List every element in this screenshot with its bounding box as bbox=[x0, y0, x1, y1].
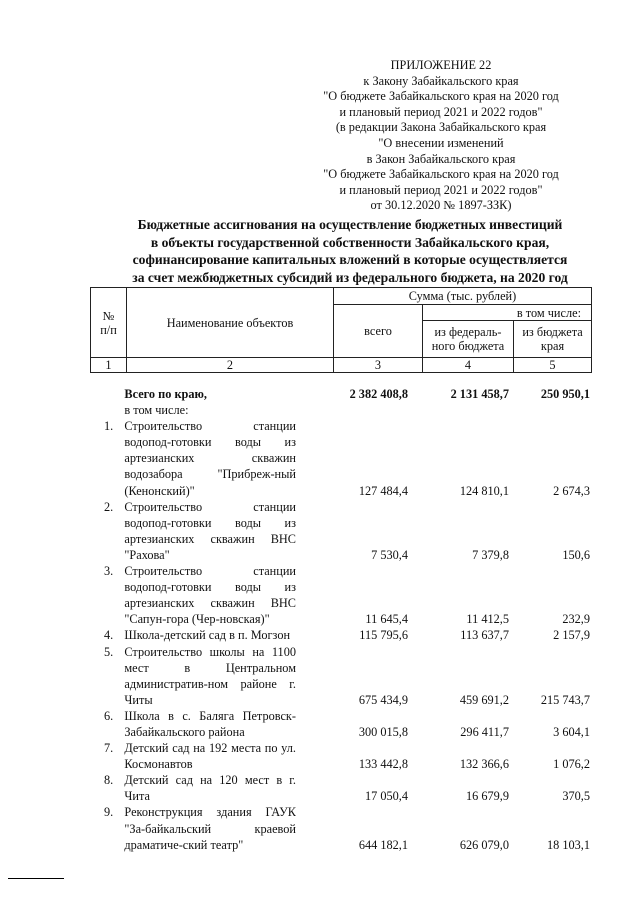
object-name: Школа-детский сад в п. Могзон bbox=[124, 628, 291, 643]
row-regional: 2 674,3 bbox=[553, 483, 590, 498]
object-name: Строительство школы на 1100 мест в Центральном административ-ном районе г. Читы bbox=[124, 644, 296, 707]
row-number: 7. bbox=[104, 741, 114, 756]
header-line: в Закон Забайкальского края bbox=[366, 151, 516, 166]
row-total: 7 530,4 bbox=[371, 547, 408, 562]
table-row bbox=[90, 627, 590, 643]
total-label: Всего по краю, bbox=[124, 387, 208, 401]
total-row bbox=[90, 386, 590, 418]
object-name: Строительство станции водопод-готовки воды из артезианских скважин ВНС "Сапун-гора (Чер-новская)" bbox=[124, 564, 296, 627]
header-line: от 30.12.2020 № 1897-ЗЗК) bbox=[370, 198, 512, 213]
row-number: 5. bbox=[104, 644, 114, 659]
row-regional: 150,6 bbox=[562, 547, 590, 562]
header-line: "О бюджете Забайкальского края на 2020 год bbox=[323, 89, 559, 104]
col-index: 4 bbox=[423, 358, 514, 373]
header-line: "О внесении изменений bbox=[378, 135, 504, 150]
object-name: Реконструкция здания ГАУК "За-байкальский краевой драматиче-ский театр" bbox=[124, 805, 296, 852]
footnote-line bbox=[8, 878, 64, 879]
table-row bbox=[90, 563, 590, 627]
header-line: и плановый период 2021 и 2022 годов" bbox=[339, 182, 543, 197]
row-total: 11 645,4 bbox=[365, 612, 408, 627]
row-total: 115 795,6 bbox=[359, 628, 408, 643]
header-line: (в редакции Закона Забайкальского края bbox=[335, 120, 547, 135]
row-total: 127 484,4 bbox=[358, 483, 408, 498]
object-name: Детский сад на 120 мест в г. Чита bbox=[124, 773, 296, 804]
header-line: ПРИЛОЖЕНИЕ 22 bbox=[390, 58, 492, 72]
row-total: 17 050,4 bbox=[364, 789, 408, 804]
object-name: Строительство станции водопод-готовки воды из артезианских скважин водозабора "Прибреж-ный (Кенонский)" bbox=[124, 419, 296, 498]
header-line: и плановый период 2021 и 2022 годов" bbox=[339, 104, 543, 119]
object-name: Школа в с. Баляга Петровск-Забайкальского района bbox=[124, 708, 296, 739]
row-federal: 7 379,8 bbox=[472, 547, 509, 562]
row-regional: 215 743,7 bbox=[540, 692, 590, 707]
row-federal: 113 637,7 bbox=[460, 628, 509, 643]
row-number: 8. bbox=[104, 773, 114, 788]
col-index: 2 bbox=[127, 358, 334, 373]
row-number: 1. bbox=[104, 419, 114, 434]
row-total: 300 015,8 bbox=[358, 724, 408, 739]
col-index: 1 bbox=[91, 358, 127, 373]
col-incl-header: в том числе: bbox=[423, 305, 592, 321]
table-row bbox=[90, 740, 590, 772]
row-total: 675 434,9 bbox=[358, 692, 408, 707]
table-row bbox=[90, 499, 590, 563]
row-federal: 124 810,1 bbox=[459, 483, 509, 498]
title-line: за счет межбюджетных субсидий из федерального бюджета, на 2020 год bbox=[132, 269, 568, 285]
row-number: 9. bbox=[104, 805, 114, 820]
col-index: 5 bbox=[514, 358, 592, 373]
row-federal: 132 366,6 bbox=[459, 757, 509, 772]
header-line: "О бюджете Забайкальского края на 2020 год bbox=[323, 167, 559, 182]
row-federal: 296 411,7 bbox=[460, 724, 509, 739]
title-line: в объекты государственной собственности Забайкальского края, bbox=[150, 234, 550, 250]
total-regional: 250 950,1 bbox=[540, 387, 590, 401]
row-federal: 626 079,0 bbox=[459, 837, 509, 852]
table-row bbox=[90, 644, 590, 708]
object-name: Строительство станции водопод-готовки воды из артезианских скважин ВНС "Рахова" bbox=[124, 499, 296, 562]
row-federal: 11 412,5 bbox=[466, 612, 509, 627]
col-num-header: № п/п bbox=[91, 288, 127, 358]
table-row bbox=[90, 772, 590, 804]
row-regional: 3 604,1 bbox=[553, 724, 590, 739]
row-number: 3. bbox=[104, 564, 114, 579]
document-title bbox=[84, 216, 616, 286]
row-total: 133 442,8 bbox=[358, 757, 408, 772]
row-federal: 459 691,2 bbox=[459, 692, 509, 707]
row-regional: 370,5 bbox=[562, 789, 590, 804]
header-line: к Закону Забайкальского края bbox=[363, 73, 519, 88]
row-regional: 18 103,1 bbox=[546, 837, 590, 852]
col-regional-header: из бюджета края bbox=[514, 321, 592, 358]
col-total-header: всего bbox=[334, 305, 423, 358]
col-federal-header: из федераль-ного бюджета bbox=[423, 321, 514, 358]
table-row bbox=[90, 708, 590, 740]
table-row bbox=[90, 804, 590, 852]
row-number: 6. bbox=[104, 708, 114, 723]
col-name-header: Наименование объектов bbox=[127, 288, 334, 358]
row-regional: 1 076,2 bbox=[553, 757, 590, 772]
row-total: 644 182,1 bbox=[358, 837, 408, 852]
object-name: Детский сад на 192 места по ул. Космонавтов bbox=[124, 741, 296, 772]
table-header bbox=[90, 287, 592, 373]
title-line: Бюджетные ассигнования на осуществление бюджетных инвестиций bbox=[137, 217, 563, 232]
title-line: софинансирование капитальных вложений в которые осуществляется bbox=[132, 252, 568, 267]
table-row bbox=[90, 418, 590, 498]
total-federal: 2 131 458,7 bbox=[450, 387, 509, 401]
col-sum-header: Сумма (тыс. рублей) bbox=[334, 288, 592, 305]
row-regional: 2 157,9 bbox=[553, 628, 590, 643]
total-sum: 2 382 408,8 bbox=[349, 387, 408, 401]
total-sublabel: в том числе: bbox=[124, 403, 189, 418]
col-index: 3 bbox=[334, 358, 423, 373]
appendix-header bbox=[300, 58, 582, 214]
row-federal: 16 679,9 bbox=[465, 789, 509, 804]
row-number: 2. bbox=[104, 499, 114, 514]
table-body bbox=[90, 386, 590, 853]
row-number: 4. bbox=[104, 628, 114, 643]
row-regional: 232,9 bbox=[562, 612, 590, 627]
